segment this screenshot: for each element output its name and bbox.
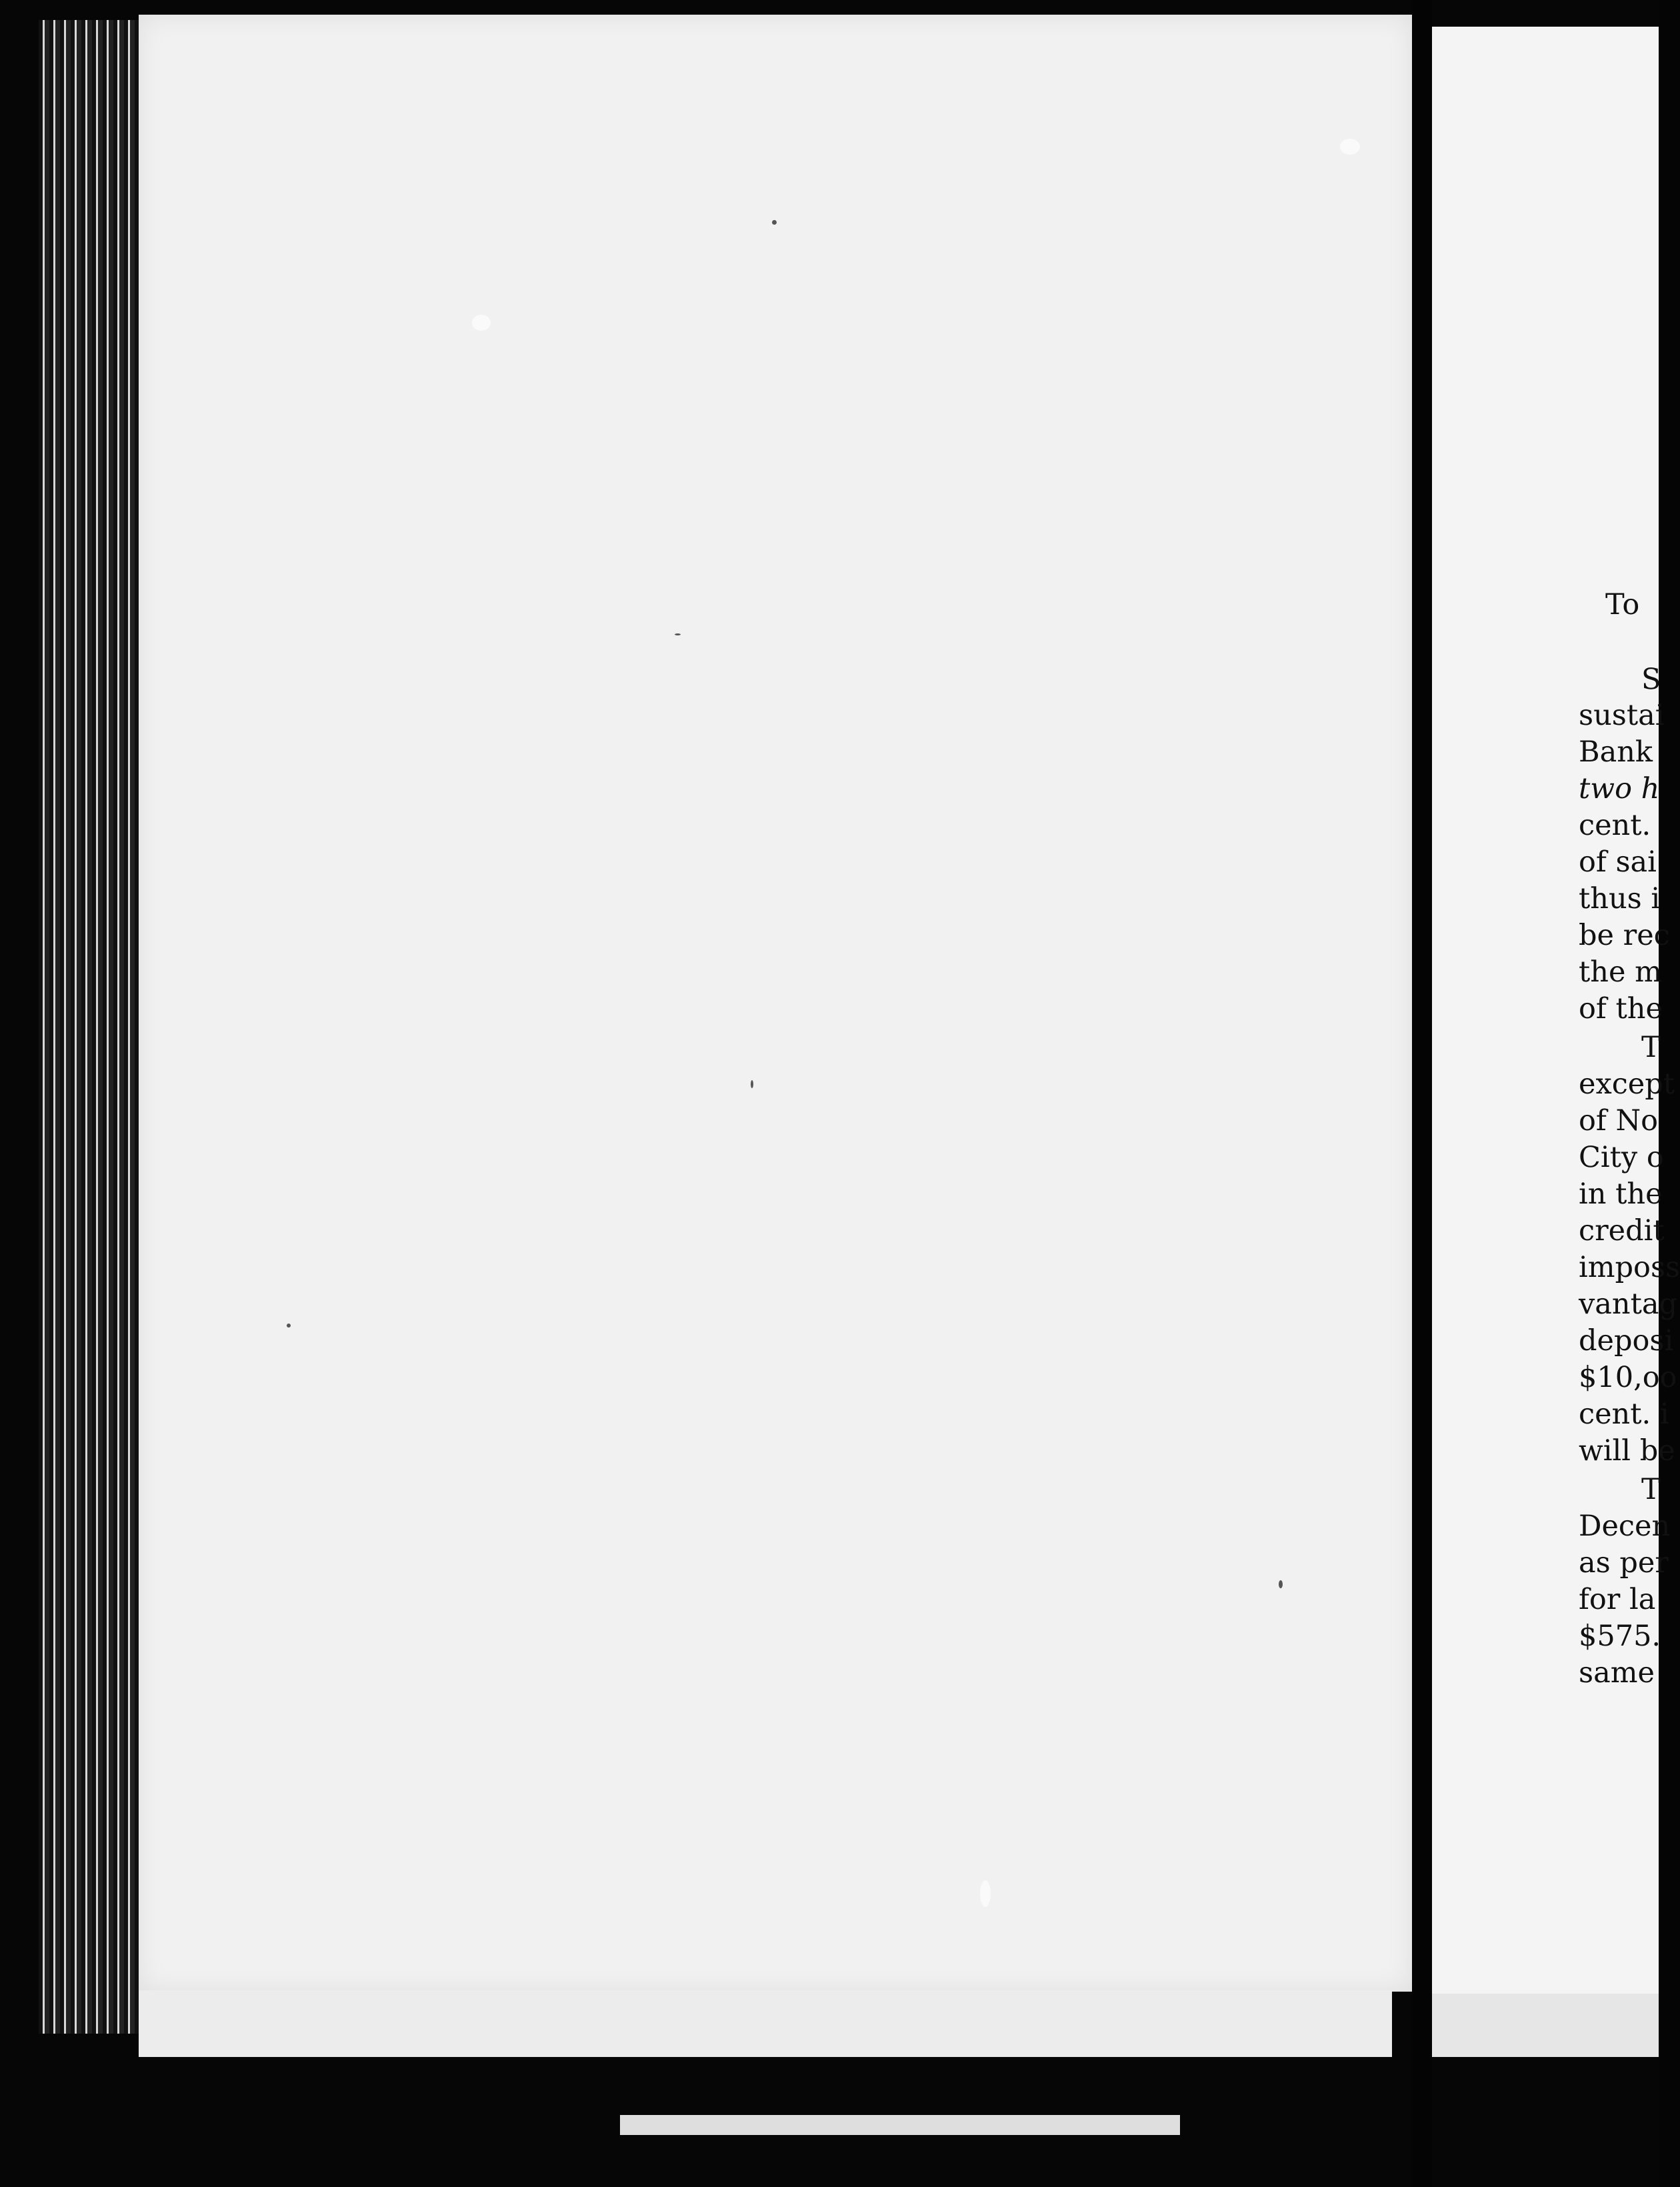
text-line-fragment: sustai	[1579, 699, 1665, 732]
text-line-fragment: thus i	[1579, 882, 1661, 915]
text-line-fragment: in the	[1579, 1178, 1663, 1211]
book-gutter	[1412, 0, 1432, 2187]
text-line-fragment: of the	[1579, 992, 1663, 1025]
paper-speck	[980, 1880, 991, 1907]
paper-speck	[772, 220, 777, 225]
text-line-fragment: will be	[1579, 1434, 1675, 1468]
paper-speck	[472, 315, 491, 331]
text-line-fragment: cent. i	[1579, 1398, 1669, 1431]
text-line-fragment: of sai	[1579, 845, 1657, 879]
text-line-fragment: T	[1641, 1031, 1661, 1064]
text-line-fragment: $10,oo	[1579, 1361, 1677, 1394]
text-line-fragment: S	[1641, 663, 1661, 696]
text-line-fragment: vantag	[1579, 1288, 1678, 1321]
text-line-fragment: except	[1579, 1067, 1675, 1101]
text-line-fragment: T	[1641, 1473, 1661, 1506]
text-line-fragment: credit	[1579, 1214, 1665, 1248]
paper-speck	[287, 1324, 291, 1328]
text-line-fragment: City o	[1579, 1141, 1664, 1174]
paper-speck	[751, 1080, 753, 1088]
text-line-fragment: cent.	[1579, 809, 1651, 842]
paper-speck	[1279, 1580, 1283, 1588]
text-line-fragment: Bank	[1579, 735, 1653, 769]
text-line-fragment: same	[1579, 1656, 1655, 1690]
text-line-fragment: Decen	[1579, 1510, 1671, 1543]
text-line-fragment: of No	[1579, 1104, 1658, 1138]
paper-speck	[1340, 139, 1360, 155]
text-line-fragment: imposs	[1579, 1251, 1680, 1284]
paper-speck	[675, 633, 681, 635]
text-line-fragment: deposi	[1579, 1324, 1674, 1358]
left-page-lower-edge	[139, 1990, 1392, 2057]
text-line-fragment: two h	[1579, 772, 1660, 805]
text-line-fragment: $575.	[1579, 1620, 1661, 1653]
bottom-paper-strip	[620, 2115, 1180, 2135]
text-line-fragment: for la	[1579, 1583, 1656, 1616]
text-line-fragment: the m	[1579, 955, 1662, 989]
blank-left-page	[139, 15, 1412, 1992]
right-page-lower-edge	[1432, 1994, 1659, 2057]
salutation-fragment: To	[1605, 588, 1640, 621]
text-line-fragment: as per	[1579, 1546, 1669, 1580]
text-line-fragment: be rec	[1579, 919, 1670, 952]
